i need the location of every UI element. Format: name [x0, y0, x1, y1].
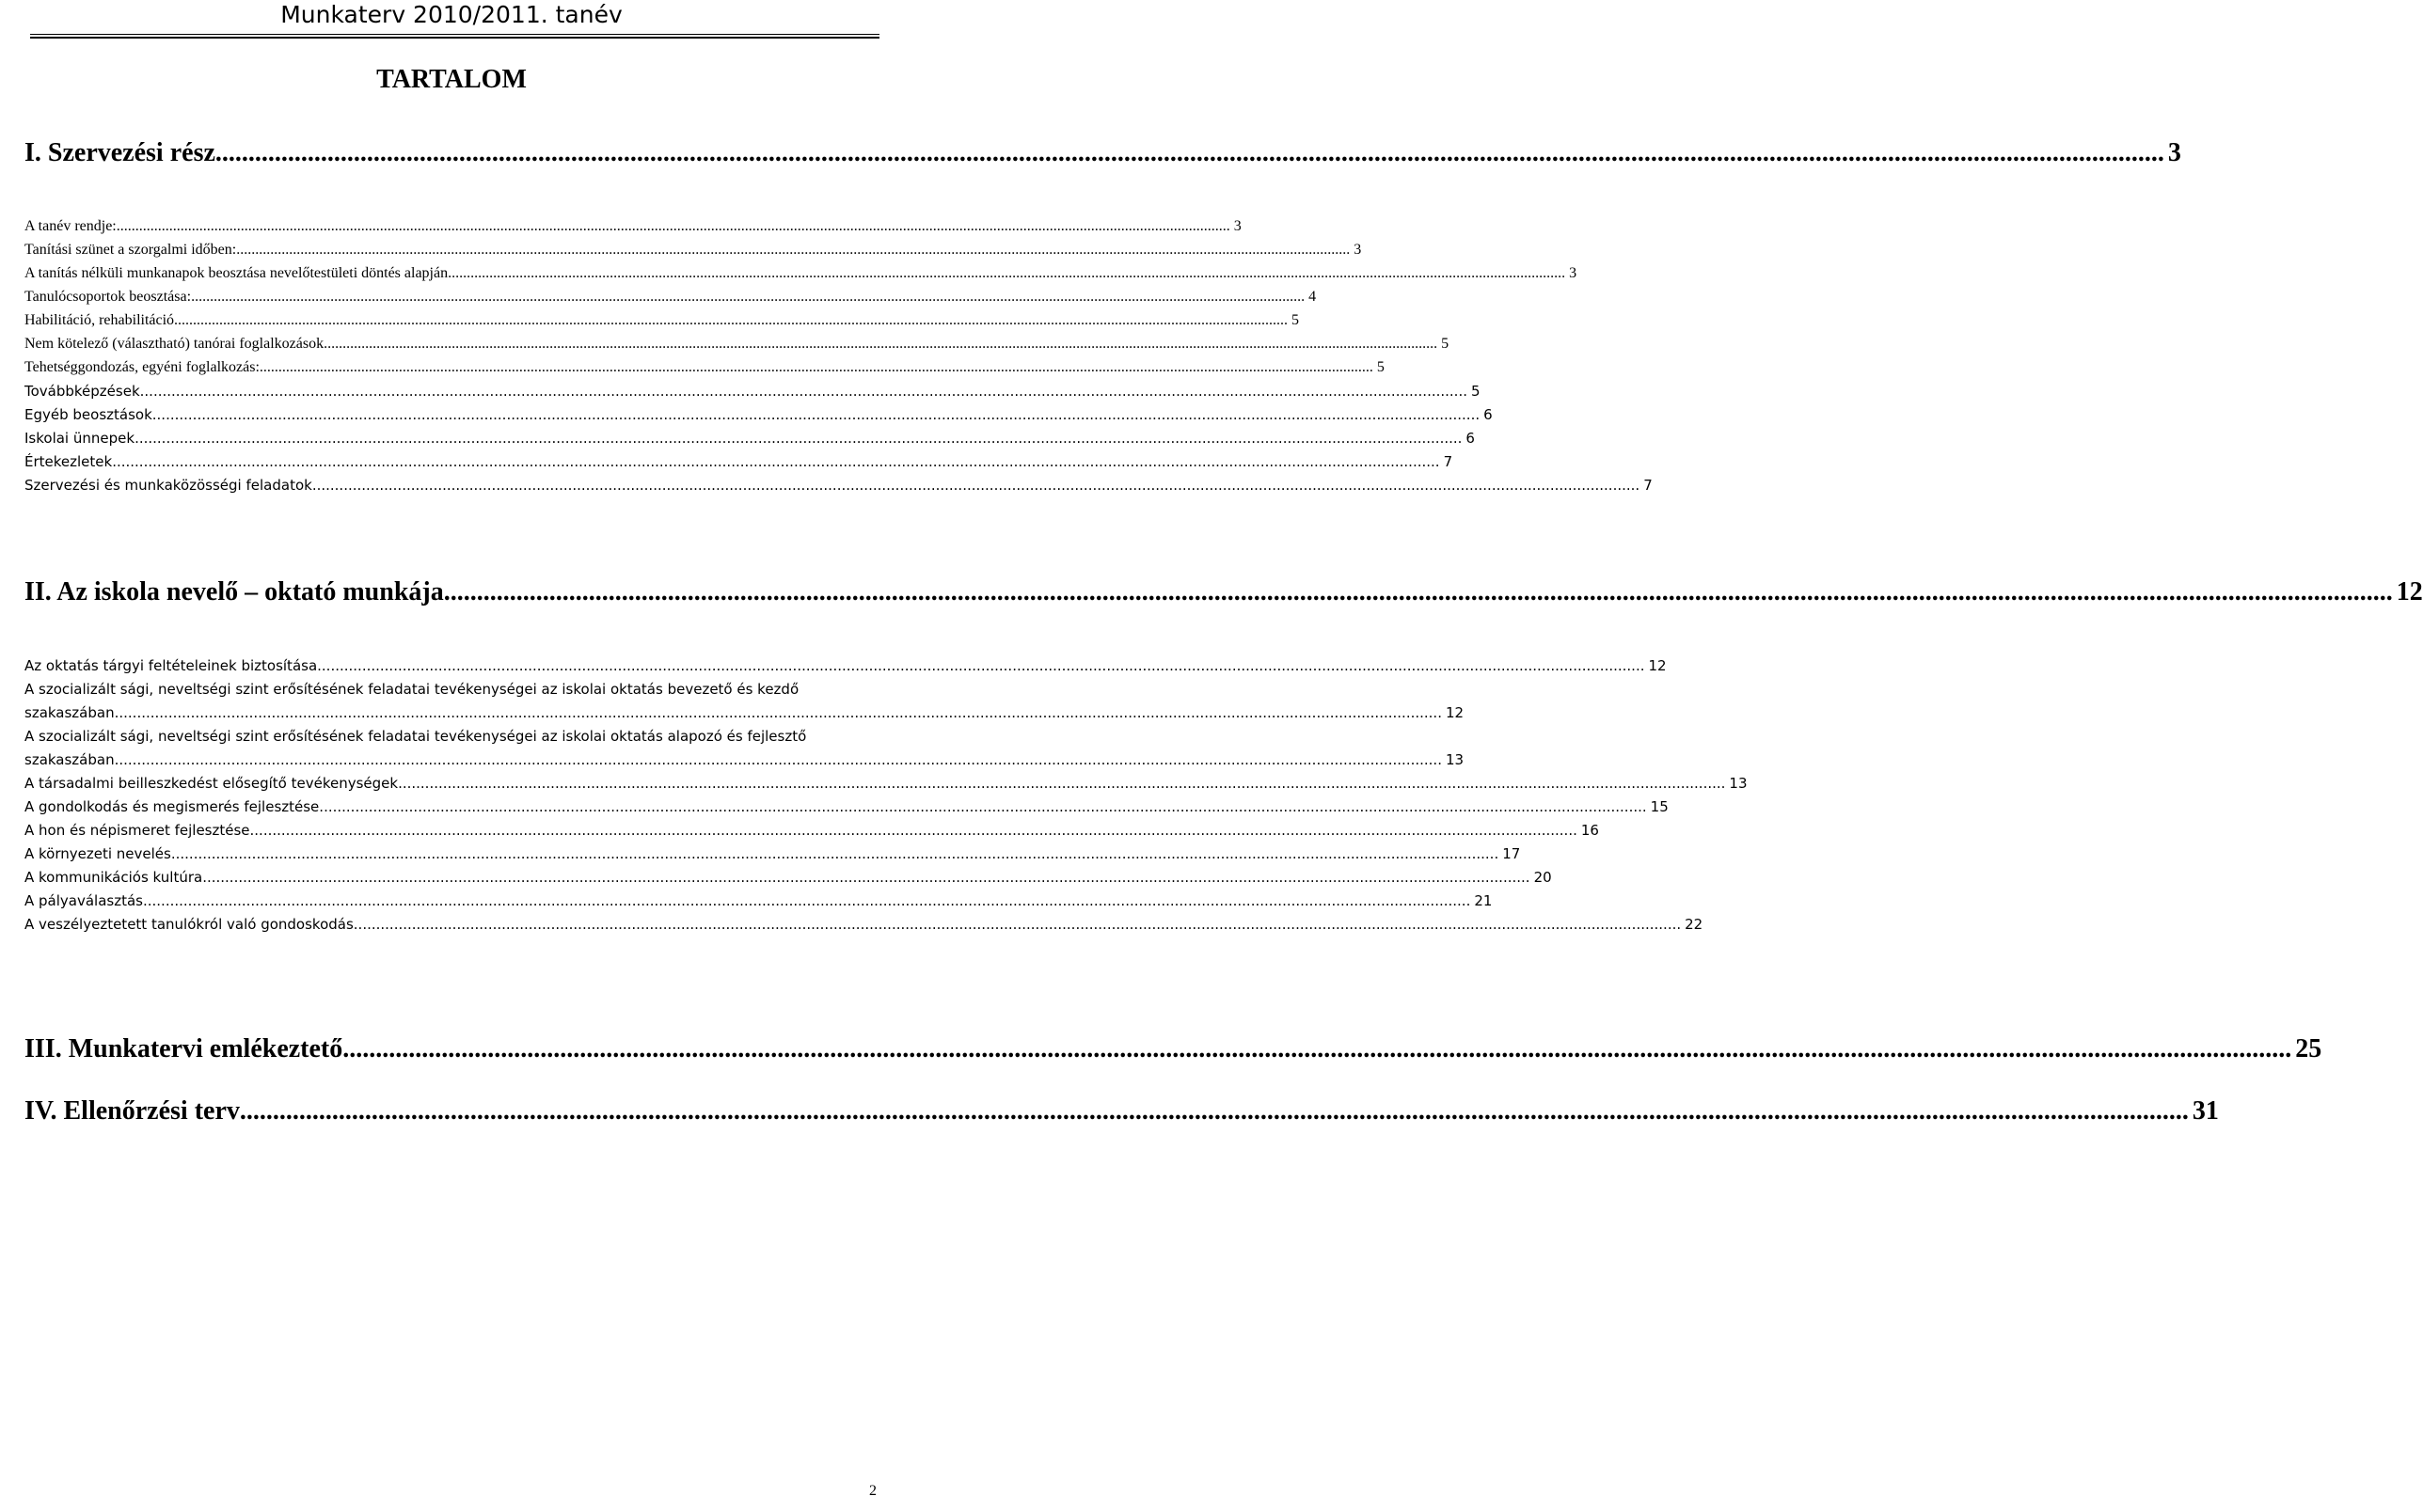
toc-entry[interactable] [24, 702, 1465, 723]
toc-entry-label: Tanítási szünet a szorgalmi időben: [24, 242, 237, 258]
toc-entry-label: szakaszában [24, 704, 115, 721]
dot-leader [312, 475, 1639, 496]
toc-entry-label: A hon és népismeret fejlesztése [24, 822, 250, 839]
dot-leader [143, 890, 1470, 911]
dot-leader [191, 287, 1305, 307]
toc-entry-label: Egyéb beosztások [24, 406, 152, 423]
toc-section-4[interactable] [24, 1095, 2219, 1128]
toc-entry[interactable] [24, 334, 1449, 354]
toc-entry[interactable] [24, 796, 1669, 817]
dot-leader [324, 334, 1437, 354]
toc-page-number: 3 [1569, 265, 1577, 281]
toc-page-number: 3 [1233, 218, 1242, 234]
toc-entry[interactable] [24, 773, 1748, 794]
toc-entry-label: A kommunikációs kultúra [24, 869, 203, 886]
toc-entry[interactable] [24, 216, 1242, 237]
toc-page-number: 7 [1643, 477, 1653, 494]
toc-page-number: 4 [1308, 289, 1317, 305]
toc-entry[interactable] [24, 381, 1481, 402]
dot-leader [354, 914, 1681, 935]
toc-entry-label: Szervezési és munkaközösségi feladatok [24, 477, 312, 494]
toc-entry-label: A veszélyeztetett tanulókról való gondoskodás [24, 916, 354, 933]
dot-leader [152, 404, 1480, 425]
toc-section-label: III. Munkatervi emlékeztető [24, 1034, 343, 1063]
toc-entry-label: A pályaválasztás [24, 892, 143, 909]
toc-section-3[interactable] [24, 1032, 2322, 1066]
toc-entry-label: Nem kötelező (választható) tanórai foglalkozások [24, 336, 325, 352]
toc-entry[interactable] [24, 475, 1653, 496]
page-number: 2 [869, 1483, 877, 1499]
toc-entry[interactable] [24, 287, 1317, 307]
dot-leader [202, 867, 1529, 888]
toc-entry[interactable] [24, 914, 1703, 935]
dot-leader [444, 575, 2393, 609]
toc-entry[interactable] [24, 404, 1493, 425]
toc-entry-label: Iskolai ünnepek [24, 430, 135, 447]
toc-entry-label: Habilitáció, rehabilitáció [24, 312, 175, 328]
toc-entry[interactable] [24, 451, 1453, 472]
dot-leader [135, 428, 1462, 449]
running-header: Munkaterv 2010/2011. tanév [280, 1, 623, 28]
toc-entry-label: A tanév rendje: [24, 218, 117, 234]
toc-entry[interactable] [24, 749, 1465, 770]
toc-entry[interactable] [24, 890, 1493, 911]
toc-section-label: I. Szervezési rész [24, 138, 215, 167]
dot-leader [451, 263, 1565, 284]
toc-page-number: 12 [2396, 577, 2423, 606]
dot-leader [140, 381, 1467, 402]
toc-page-number: 5 [1441, 336, 1449, 352]
dot-leader [117, 216, 1230, 237]
toc-entry-label: Az oktatás tárgyi feltételeinek biztosítása [24, 657, 318, 674]
toc-page-number: 5 [1471, 383, 1481, 400]
toc-section-2[interactable] [24, 575, 2423, 609]
toc-page-number: 13 [1729, 775, 1748, 792]
dot-leader [115, 749, 1442, 770]
dot-leader [319, 796, 1646, 817]
dot-leader [317, 655, 1644, 676]
toc-page-number: 22 [1685, 916, 1703, 933]
toc-page-number: 5 [1376, 359, 1385, 375]
toc-entry-label: A környezeti nevelés [24, 845, 171, 862]
toc-entry-line[interactable]: A szocializált sági, neveltségi szint erősítésének feladatai tevékenységei az iskolai oktatás bevezető és kezdő [24, 681, 800, 698]
toc-page-number: 6 [1483, 406, 1493, 423]
dot-leader [236, 240, 1350, 260]
toc-page-number: 31 [2192, 1096, 2219, 1126]
toc-page-number: 7 [1443, 453, 1453, 470]
toc-page-number: 12 [1445, 704, 1465, 721]
toc-page-number: 13 [1445, 751, 1465, 768]
dot-leader [342, 1032, 2291, 1066]
toc-entry-label: Továbbképzések [24, 383, 140, 400]
toc-entry-label: szakaszában [24, 751, 115, 768]
toc-entry-label: Értekezletek [24, 453, 113, 470]
dot-leader [398, 773, 1725, 794]
toc-entry-label: Tehetséggondozás, egyéni foglalkozás: [24, 359, 260, 375]
toc-page-number: 3 [1354, 242, 1362, 258]
toc-page-number: 17 [1502, 845, 1521, 862]
toc-entry[interactable] [24, 263, 1577, 284]
header-rule-thick [30, 37, 879, 39]
toc-page-number: 6 [1465, 430, 1475, 447]
dot-leader [115, 702, 1442, 723]
toc-entry[interactable] [24, 240, 1362, 260]
toc-entry-label: Tanulócsoportok beosztása: [24, 289, 192, 305]
toc-entry[interactable] [24, 655, 1667, 676]
toc-entry[interactable] [24, 867, 1552, 888]
toc-page-number: 12 [1648, 657, 1667, 674]
toc-page-number: 20 [1533, 869, 1552, 886]
toc-entry-line[interactable]: A szocializált sági, neveltségi szint erősítésének feladatai tevékenységei az iskolai oktatás alapozó és fejlesztő [24, 728, 807, 745]
toc-section-1[interactable] [24, 136, 2181, 170]
dot-leader [174, 310, 1288, 331]
toc-section-label: IV. Ellenőrzési terv [24, 1096, 240, 1126]
toc-entry[interactable] [24, 428, 1475, 449]
toc-page-number: 21 [1474, 892, 1493, 909]
toc-page-number: 15 [1650, 798, 1669, 815]
toc-section-label: II. Az iskola nevelő – oktató munkája [24, 577, 444, 606]
dot-leader [215, 136, 2164, 170]
toc-page-number: 25 [2295, 1034, 2322, 1063]
dot-leader [171, 843, 1498, 864]
toc-entry[interactable] [24, 843, 1521, 864]
toc-title: TARTALOM [376, 65, 527, 94]
header-rule-thin [30, 34, 879, 35]
toc-page-number: 5 [1291, 312, 1300, 328]
dot-leader [260, 357, 1373, 378]
dot-leader [250, 820, 1577, 841]
toc-entry[interactable] [24, 310, 1300, 331]
dot-leader [240, 1095, 2189, 1128]
dot-leader [112, 451, 1439, 472]
toc-entry[interactable] [24, 820, 1599, 841]
toc-entry[interactable] [24, 357, 1385, 378]
toc-entry-label: A társadalmi beilleszkedést elősegítő tevékenységek [24, 775, 399, 792]
toc-entry-label: A tanítás nélküli munkanapok beosztása nevelőtestületi döntés alapján. [24, 265, 452, 281]
toc-entry-label: A gondolkodás és megismerés fejlesztése [24, 798, 320, 815]
toc-page-number: 16 [1580, 822, 1599, 839]
toc-page-number: 3 [2167, 138, 2181, 167]
